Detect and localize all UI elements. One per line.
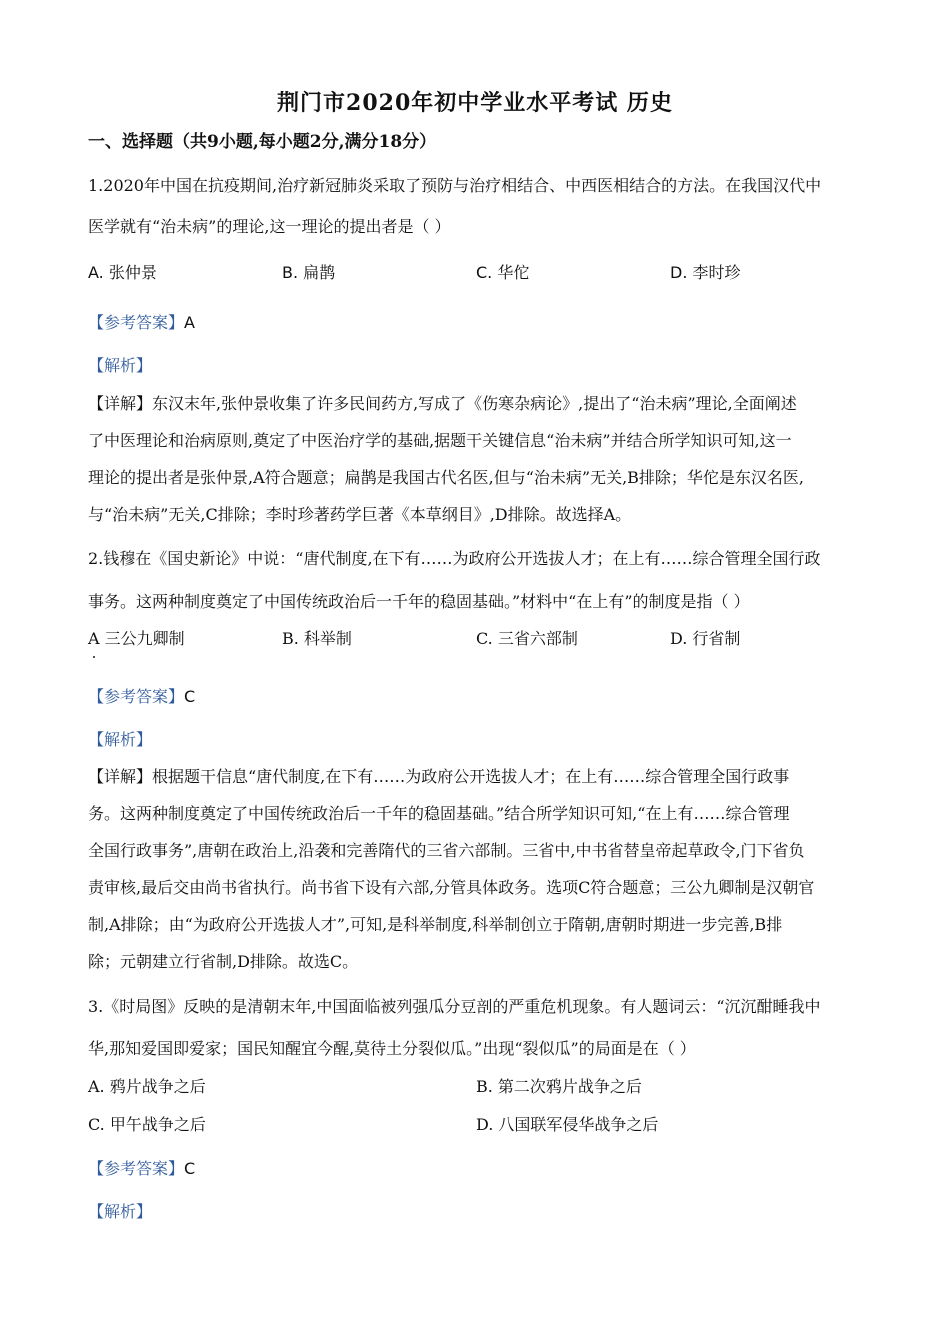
page-title: 荆门市2020年初中学业水平考试 历史 — [277, 90, 673, 116]
question-3-answer — [88, 1158, 878, 1180]
question-1-detail-line-1: 【详解】东汉末年,张仲景收集了许多民间药方,写成了《伤寒杂病论》,提出了“治未病”理论,全面阐述 — [88, 394, 797, 413]
answer-label: 【参考答案】 — [88, 1159, 185, 1178]
answer-letter: C — [184, 1159, 196, 1178]
question-1-detail-line-2: 了中医理论和治病原则,奠定了中医治疗学的基础,据题干关键信息“治未病”并结合所学知识可知,这一 — [88, 431, 792, 450]
question-1-option-b: B. 扁鹊 — [282, 263, 336, 282]
question-1-detail-line-3: 理论的提出者是张仲景,A符合题意；扁鹊是我国古代名医,但与“治未病”无关,B排除；华佗是东汉名医, — [88, 468, 805, 487]
question-2-detail-line-6: 除；元朝建立行省制,D排除。故选C。 — [88, 952, 359, 971]
question-2-option-a: A 三公九卿制 — [88, 629, 185, 648]
question-1-line-2: 医学就有“治未病”的理论,这一理论的提出者是（ ） — [88, 217, 451, 236]
question-2-option-b: B. 科举制 — [282, 629, 352, 648]
question-2-detail-line-2: 务。这两种制度奠定了中国传统政治后一千年的稳固基础。”结合所学知识可知,“在上有……综合管理 — [88, 804, 790, 823]
question-2-option-c: C. 三省六部制 — [476, 629, 578, 648]
analysis-label: 【解析】 — [88, 356, 153, 375]
question-3-option-c: C. 甲午战争之后 — [88, 1115, 206, 1134]
question-1-option-a: A. 张仲景 — [88, 263, 157, 282]
question-2-detail-line-3: 全国行政事务”,唐朝在政治上,沿袭和完善隋代的三省六部制。三省中,中书省替皇帝起草政令,门下省负 — [88, 841, 805, 860]
question-1-line-1: 1.2020年中国在抗疫期间,治疗新冠肺炎采取了预防与治疗相结合、中西医相结合的方法。在我国汉代中 — [88, 176, 822, 195]
question-2-analysis-label — [88, 729, 878, 751]
question-1-option-c: C. 华佗 — [476, 263, 530, 282]
question-2-detail-line-1: 【详解】根据题干信息“唐代制度,在下有……为政府公开选拔人才；在上有……综合管理全国行政事 — [88, 767, 790, 786]
question-2-detail-line-4: 责审核,最后交由尚书省执行。尚书省下设有六部,分管具体政务。选项C符合题意；三公九卿制是汉朝官 — [88, 878, 815, 897]
question-3-analysis-label — [88, 1201, 878, 1223]
answer-label: 【参考答案】 — [88, 313, 185, 332]
question-3-option-d: D. 八国联军侵华战争之后 — [476, 1115, 659, 1134]
question-1-detail-line-4: 与“治未病”无关,C排除；李时珍著药学巨著《本草纲目》,D排除。故选择A。 — [88, 505, 632, 524]
analysis-label: 【解析】 — [88, 1202, 153, 1221]
stray-mark — [93, 656, 95, 658]
analysis-label: 【解析】 — [88, 730, 153, 749]
question-3-option-b: B. 第二次鸦片战争之后 — [476, 1077, 642, 1096]
answer-letter: C — [184, 687, 196, 706]
question-3-option-a: A. 鸦片战争之后 — [88, 1077, 206, 1096]
question-2-option-d: D. 行省制 — [670, 629, 741, 648]
section-heading: 一、选择题（共9小题,每小题2分,满分18分） — [88, 132, 437, 152]
question-1-option-d: D. 李时珍 — [670, 263, 741, 282]
question-2-answer — [88, 686, 878, 708]
question-3-line-2: 华,那知爱国即爱家；国民知醒宜今醒,莫待土分裂似瓜。”出现“裂似瓜”的局面是在（ ） — [88, 1039, 696, 1058]
answer-label: 【参考答案】 — [88, 687, 185, 706]
answer-letter: A — [184, 313, 195, 332]
question-2-line-2: 事务。这两种制度奠定了中国传统政治后一千年的稳固基础。”材料中“在上有”的制度是指（ ） — [88, 592, 750, 611]
question-2-detail-line-5: 制,A排除；由“为政府公开选拔人才”,可知,是科举制度,科举制创立于隋朝,唐朝时期进一步完善,B排 — [88, 915, 783, 934]
question-2-line-1: 2.钱穆在《国史新论》中说：“唐代制度,在下有……为政府公开选拔人才；在上有……综合管理全国行政 — [88, 549, 821, 568]
question-3-line-1: 3.《时局图》反映的是清朝末年,中国面临被列强瓜分豆剖的严重危机现象。有人题词云：“沉沉酣睡我中 — [88, 997, 821, 1016]
question-1-analysis-label — [88, 355, 878, 377]
question-1-answer — [88, 312, 878, 334]
